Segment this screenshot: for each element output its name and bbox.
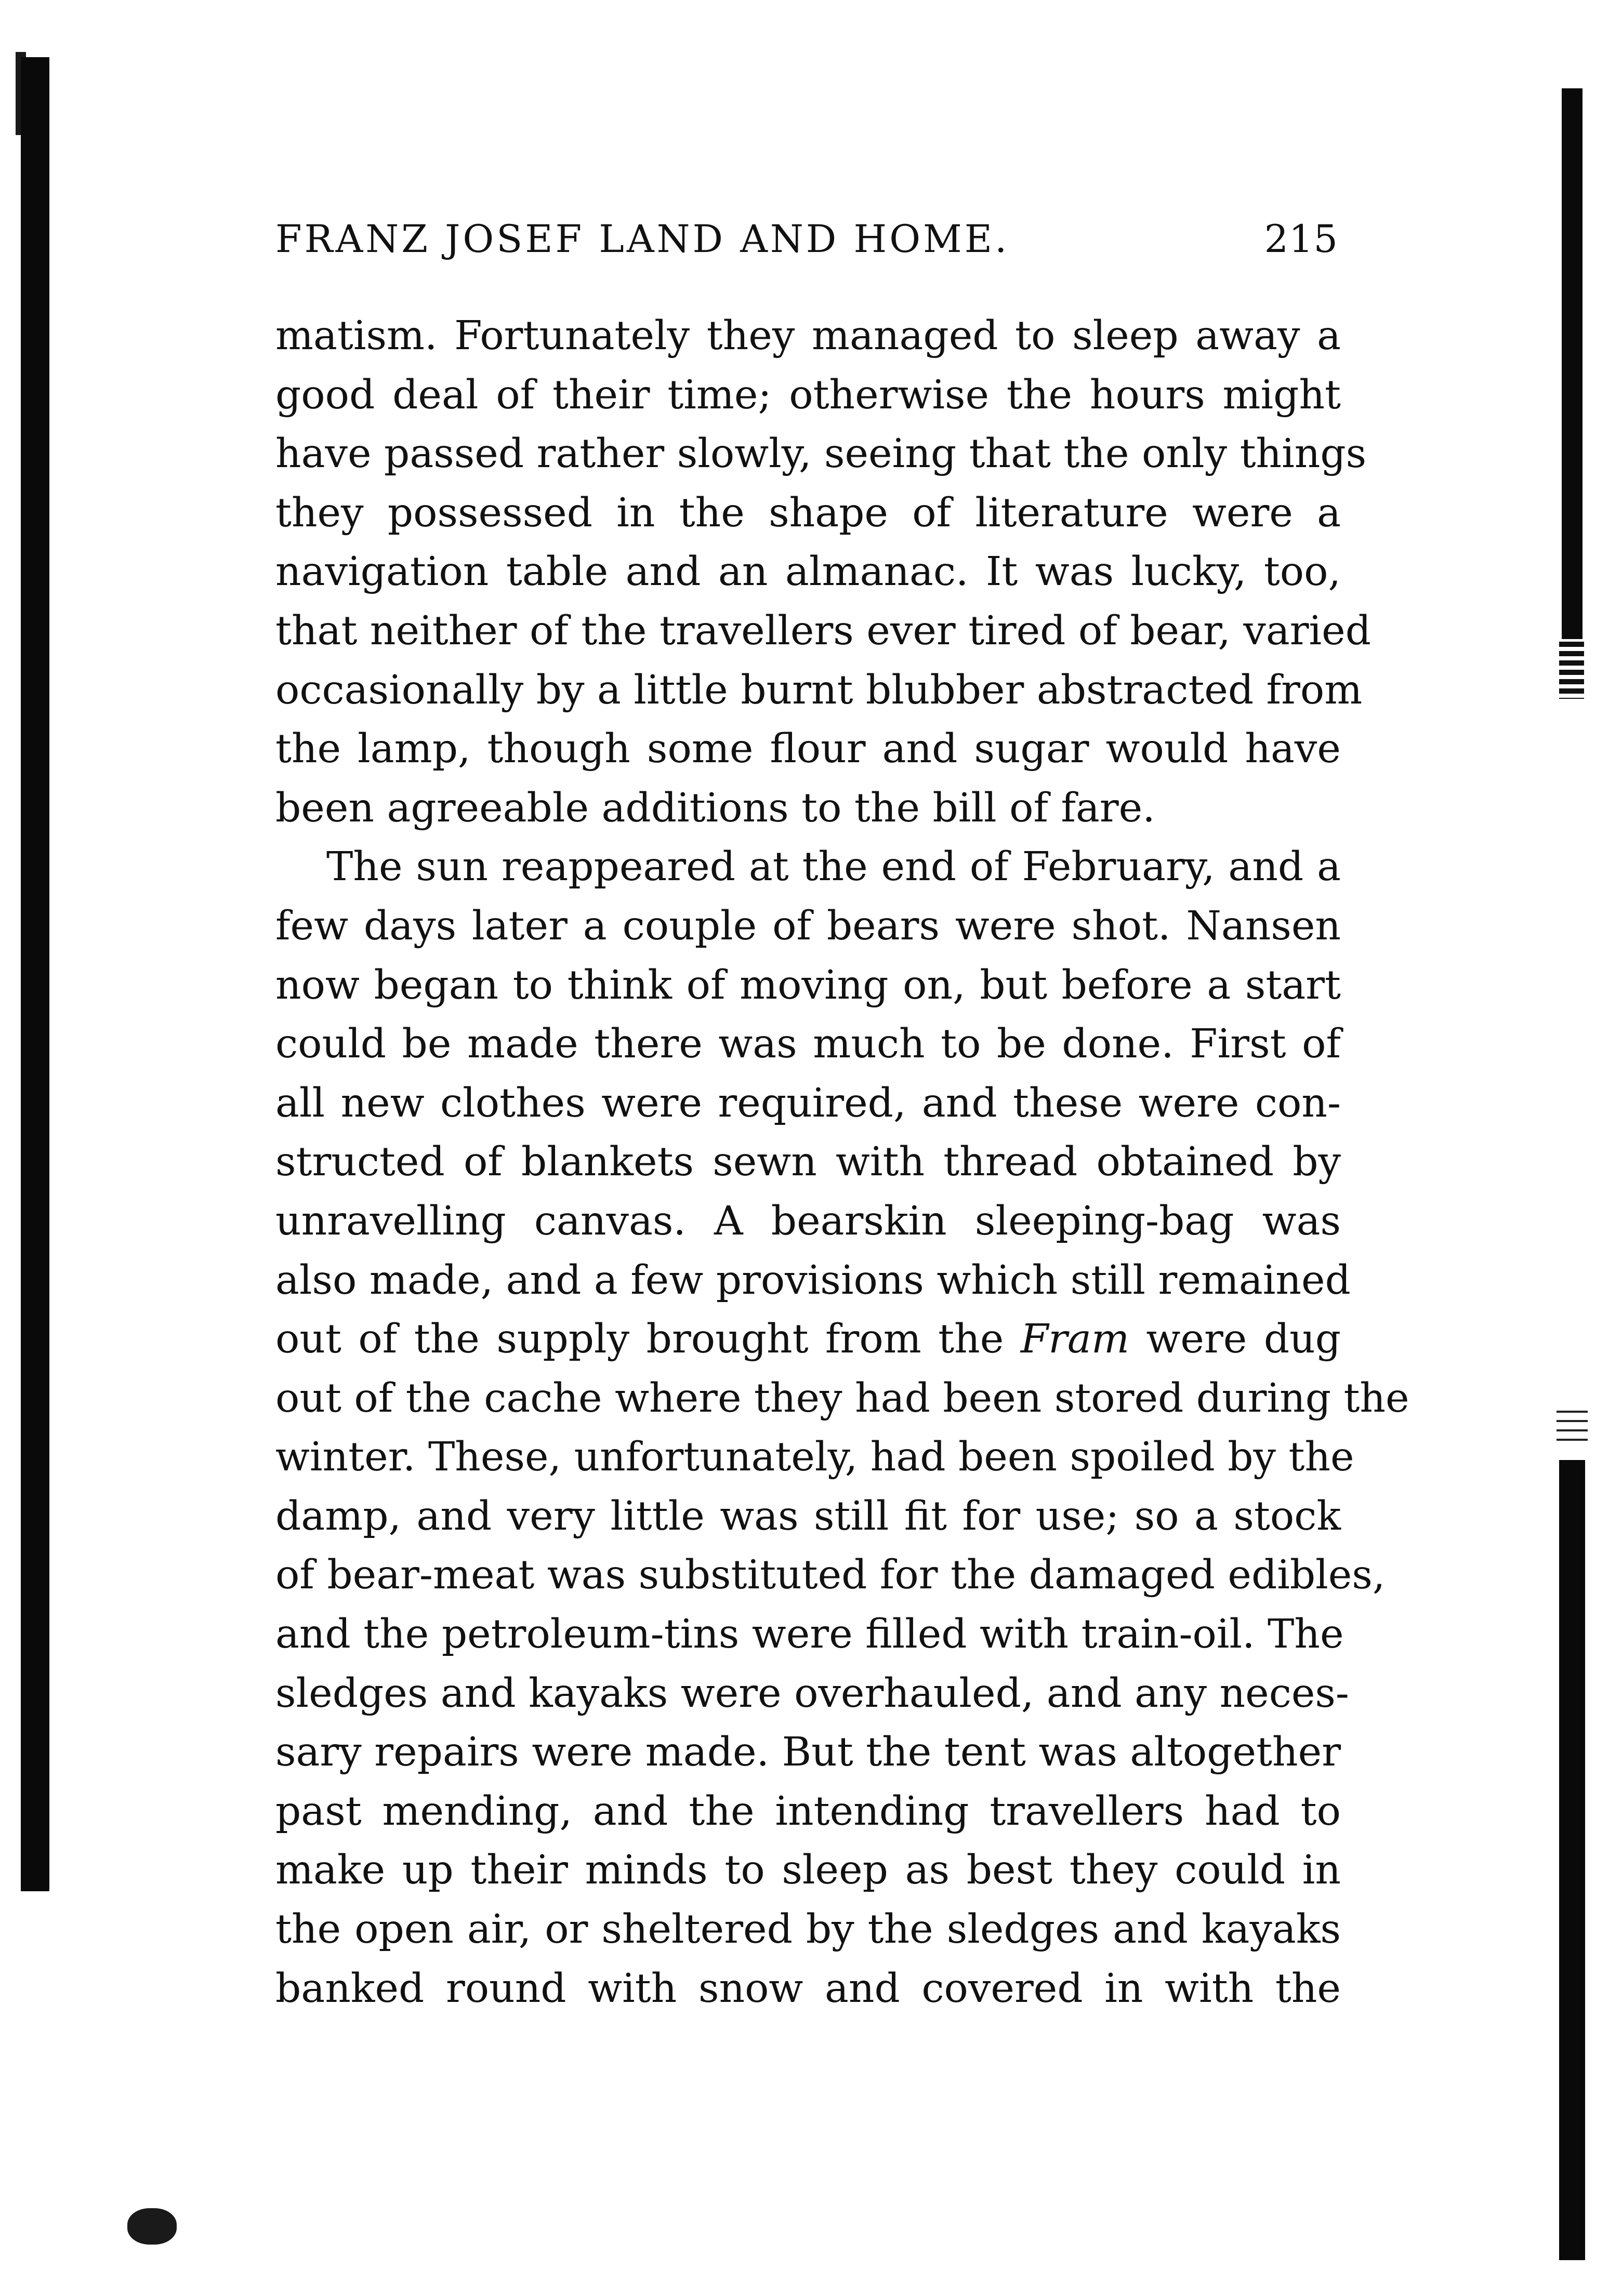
text-line: matism. Fortunately they managed to sleep away a	[275, 313, 1341, 359]
text-line: could be made there was much to be done. First of	[275, 1021, 1341, 1068]
body-text	[275, 307, 1409, 2018]
text-line: winter. These, unfortunately, had been spoiled by the	[275, 1434, 1354, 1481]
text-line: they possessed in the shape of literature were a	[275, 489, 1341, 536]
ink-blot	[127, 2208, 177, 2245]
text-line: the open air, or sheltered by the sledges and kayaks	[275, 1906, 1341, 1953]
text-line	[275, 1310, 1341, 1369]
text-line: been agreeable additions to the bill of fare.	[275, 785, 1155, 831]
text-line: out of the cache where they had been stored during the	[275, 1375, 1409, 1422]
text-line: few days later a couple of bears were shot. Nansen	[275, 903, 1341, 949]
text-line: and the petroleum-tins were filled with train-oil. The	[275, 1611, 1344, 1658]
text-line: also made, and a few provisions which still remained	[275, 1257, 1351, 1304]
page-number: 215	[1264, 217, 1338, 261]
scan-edge-artifact	[1559, 642, 1584, 699]
scan-edge-artifact	[1559, 1460, 1585, 2260]
text-line: have passed rather slowly, seeing that the only things	[275, 431, 1367, 477]
scan-edge-artifact	[1557, 1411, 1588, 1442]
text-line: sary repairs were made. But the tent was altogether	[275, 1729, 1341, 1776]
text-line: The sun reappeared at the end of February, and a	[326, 844, 1341, 891]
text-line: make up their minds to sleep as best they could in	[275, 1847, 1341, 1894]
scan-edge-artifact	[21, 57, 49, 1891]
ship-name-italic: Fram	[1020, 1316, 1129, 1363]
text-line: banked round with snow and covered in with the	[275, 1965, 1341, 2012]
text-line: of bear-meat was substituted for the damaged edibles,	[275, 1552, 1386, 1599]
text-line: the lamp, though some flour and sugar would have	[275, 726, 1341, 773]
text-fragment: out of the supply brought from the	[275, 1316, 1021, 1363]
text-line: past mending, and the intending travellers had to	[275, 1788, 1341, 1835]
text-line: good deal of their time; otherwise the hours might	[275, 371, 1341, 418]
scan-edge-artifact	[1562, 88, 1583, 639]
text-fragment: were dug	[1129, 1316, 1341, 1363]
text-line: all new clothes were required, and these were con-	[275, 1080, 1341, 1126]
text-line: now began to think of moving on, but before a start	[275, 962, 1341, 1008]
page-header	[275, 217, 1338, 269]
text-line: damp, and very little was still fit for use; so a stock	[275, 1493, 1341, 1539]
text-line: occasionally by a little burnt blubber abstracted from	[275, 667, 1363, 713]
running-title: FRANZ JOSEF LAND AND HOME.	[275, 217, 1010, 261]
text-line: that neither of the travellers ever tired of bear, varied	[275, 607, 1372, 654]
text-line: sledges and kayaks were overhauled, and any neces-	[275, 1670, 1349, 1717]
text-line: structed of blankets sewn with thread obtained by	[275, 1139, 1341, 1186]
text-line: navigation table and an almanac. It was lucky, too,	[275, 549, 1341, 595]
text-line: unravelling canvas. A bearskin sleeping-bag was	[275, 1198, 1341, 1244]
